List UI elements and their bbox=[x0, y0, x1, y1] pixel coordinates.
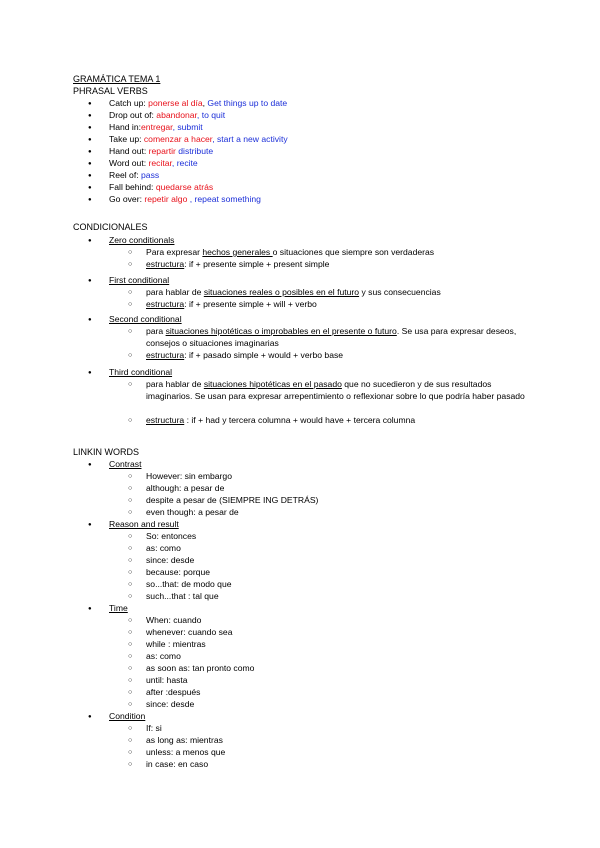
list-item: as: como bbox=[146, 651, 181, 661]
structure-label: estructura bbox=[146, 350, 185, 360]
circle-bullet-icon bbox=[128, 626, 132, 639]
usage-highlight: situaciones hipotéticas o improbables en el presente o futuro bbox=[165, 326, 397, 336]
english-meaning: repeat something bbox=[194, 194, 261, 204]
bullet-icon bbox=[88, 458, 92, 471]
phrasal-verb: Drop out of: bbox=[109, 110, 157, 120]
list-item: after :después bbox=[146, 687, 201, 697]
bullet-icon bbox=[88, 181, 92, 194]
contrast-section bbox=[0, 458, 600, 518]
list-item: whenever: cuando sea bbox=[146, 627, 233, 637]
bullet-icon bbox=[88, 234, 92, 247]
circle-bullet-icon bbox=[128, 414, 132, 427]
list-item bbox=[0, 121, 600, 133]
circle-bullet-icon bbox=[128, 506, 132, 519]
circle-bullet-icon bbox=[128, 614, 132, 627]
separator: , bbox=[212, 134, 217, 144]
list-item bbox=[0, 133, 600, 145]
english-meaning: distribute bbox=[178, 146, 214, 156]
list-item: although: a pesar de bbox=[146, 483, 225, 493]
separator: , bbox=[172, 122, 178, 132]
usage-highlight: situaciones reales o posibles en el futuro bbox=[203, 287, 360, 297]
list-item: so...that: de modo que bbox=[146, 579, 232, 589]
list-item bbox=[0, 109, 600, 121]
usage-text: para hablar de bbox=[146, 379, 204, 389]
list-item bbox=[0, 181, 600, 193]
circle-bullet-icon bbox=[128, 325, 132, 338]
list-item: since: desde bbox=[146, 555, 195, 565]
list-item: despite a pesar de (SIEMPRE ING DETRÁS) bbox=[146, 495, 319, 505]
list-item bbox=[0, 97, 600, 109]
linking-words-heading: LINKIN WORDS bbox=[73, 447, 140, 457]
reason-result-section bbox=[0, 518, 600, 602]
structure-text: : if + presente simple + will + verbo bbox=[184, 299, 317, 309]
spanish-meaning: abandonar bbox=[156, 110, 197, 120]
circle-bullet-icon bbox=[128, 258, 132, 271]
phrasal-verb: Word out: bbox=[109, 158, 149, 168]
usage-text: para bbox=[146, 326, 166, 336]
zero-conditional-title: Zero conditionals bbox=[109, 235, 175, 245]
circle-bullet-icon bbox=[128, 286, 132, 299]
third-conditional-title: Third conditional bbox=[109, 367, 173, 377]
circle-bullet-icon bbox=[128, 470, 132, 483]
spanish-meaning: repartir bbox=[148, 146, 176, 156]
second-conditional-title: Second conditional bbox=[109, 314, 182, 324]
list-item: even though: a pesar de bbox=[146, 507, 239, 517]
circle-bullet-icon bbox=[128, 246, 132, 259]
circle-bullet-icon bbox=[128, 686, 132, 699]
separator: , bbox=[202, 98, 208, 108]
bullet-icon bbox=[88, 145, 92, 158]
circle-bullet-icon bbox=[128, 542, 132, 555]
usage-highlight: situaciones hipotéticas en el pasado bbox=[203, 379, 342, 389]
phrasal-verb: Fall behind: bbox=[109, 182, 156, 192]
first-conditional-section bbox=[0, 274, 600, 310]
conditionals-heading: CONDICIONALES bbox=[73, 222, 148, 232]
circle-bullet-icon bbox=[128, 746, 132, 759]
bullet-icon bbox=[88, 121, 92, 134]
usage-text: y sus consecuencias bbox=[359, 287, 441, 297]
circle-bullet-icon bbox=[128, 494, 132, 507]
spanish-meaning: comenzar a hacer bbox=[143, 134, 213, 144]
bullet-icon bbox=[88, 313, 92, 326]
usage-text: Para expresar bbox=[146, 247, 203, 257]
first-conditional-title: First conditional bbox=[109, 275, 170, 285]
spanish-meaning: entregar bbox=[141, 122, 173, 132]
time-title: Time bbox=[109, 603, 128, 613]
third-conditional-section bbox=[0, 366, 600, 426]
circle-bullet-icon bbox=[128, 638, 132, 651]
structure-label: estructura bbox=[146, 415, 185, 425]
list-item: unless: a menos que bbox=[146, 747, 226, 757]
circle-bullet-icon bbox=[128, 650, 132, 663]
list-item: When: cuando bbox=[146, 615, 202, 625]
reason-result-title: Reason and result bbox=[109, 519, 179, 529]
circle-bullet-icon bbox=[128, 674, 132, 687]
phrasal-verbs-heading: PHRASAL VERBS bbox=[73, 86, 148, 96]
separator: , bbox=[187, 194, 195, 204]
condition-title: Condition bbox=[109, 711, 146, 721]
page-title: GRAMÁTICA TEMA 1 bbox=[73, 74, 161, 84]
phrasal-verb: Take up: bbox=[109, 134, 144, 144]
bullet-icon bbox=[88, 274, 92, 287]
english-meaning: Get things up to date bbox=[207, 98, 288, 108]
list-item bbox=[0, 193, 600, 205]
circle-bullet-icon bbox=[128, 554, 132, 567]
spanish-meaning: recitar bbox=[148, 158, 172, 168]
circle-bullet-icon bbox=[128, 298, 132, 311]
list-item: However: sin embargo bbox=[146, 471, 232, 481]
condition-section bbox=[0, 710, 600, 770]
english-meaning: recite bbox=[176, 158, 198, 168]
usage-text: que no sucedieron y de sus resultados imaginarios. Se usan para expresar arrepentimiento o reflexionar sobre lo que podría haber pasado bbox=[146, 379, 525, 401]
list-item: while : mientras bbox=[146, 639, 206, 649]
list-item: as long as: mientras bbox=[146, 735, 223, 745]
bullet-icon bbox=[88, 366, 92, 379]
list-item: So: entonces bbox=[146, 531, 197, 541]
list-item: because: porque bbox=[146, 567, 211, 577]
bullet-icon bbox=[88, 133, 92, 146]
list-item: If: si bbox=[146, 723, 162, 733]
bullet-icon bbox=[88, 97, 92, 110]
bullet-icon bbox=[88, 157, 92, 170]
structure-label: estructura bbox=[146, 299, 185, 309]
zero-conditional-section bbox=[0, 234, 600, 270]
bullet-icon bbox=[88, 518, 92, 531]
usage-text: para hablar de bbox=[146, 287, 204, 297]
usage-text: o situaciones que siempre son verdaderas bbox=[272, 247, 435, 257]
list-item: as: como bbox=[146, 543, 181, 553]
english-meaning: submit bbox=[177, 122, 203, 132]
circle-bullet-icon bbox=[128, 530, 132, 543]
circle-bullet-icon bbox=[128, 578, 132, 591]
contrast-title: Contrast bbox=[109, 459, 142, 469]
bullet-icon bbox=[88, 710, 92, 723]
bullet-icon bbox=[88, 109, 92, 122]
english-meaning: to quit bbox=[201, 110, 226, 120]
phrasal-verb: Hand out: bbox=[109, 146, 149, 156]
spanish-meaning: quedarse atrás bbox=[155, 182, 214, 192]
usage-text: . Se usa para expresar deseos, consejos o situaciones imaginarias bbox=[146, 326, 517, 348]
structure-label: estructura bbox=[146, 259, 185, 269]
circle-bullet-icon bbox=[128, 698, 132, 711]
circle-bullet-icon bbox=[128, 482, 132, 495]
time-section bbox=[0, 602, 600, 710]
circle-bullet-icon bbox=[128, 662, 132, 675]
bullet-icon bbox=[88, 193, 92, 206]
circle-bullet-icon bbox=[128, 734, 132, 747]
list-item: such...that : tal que bbox=[146, 591, 219, 601]
phrasal-verb: Catch up: bbox=[109, 98, 149, 108]
bullet-icon bbox=[88, 602, 92, 615]
structure-text: : if + had y tercera columna + would have + tercera columna bbox=[184, 415, 416, 425]
english-meaning: start a new activity bbox=[216, 134, 288, 144]
list-item bbox=[0, 145, 600, 157]
circle-bullet-icon bbox=[128, 349, 132, 362]
separator: , bbox=[196, 110, 202, 120]
usage-highlight: hechos generales bbox=[202, 247, 273, 257]
list-item: as soon as: tan pronto como bbox=[146, 663, 255, 673]
english-meaning: pass bbox=[141, 170, 160, 180]
circle-bullet-icon bbox=[128, 758, 132, 771]
circle-bullet-icon bbox=[128, 590, 132, 603]
circle-bullet-icon bbox=[128, 722, 132, 735]
phrasal-verb: Hand in: bbox=[109, 122, 142, 132]
structure-text: : if + pasado simple + would + verbo base bbox=[184, 350, 344, 360]
spanish-meaning: ponerse al día bbox=[148, 98, 203, 108]
list-item bbox=[0, 157, 600, 169]
second-conditional-section bbox=[0, 313, 600, 361]
bullet-icon bbox=[88, 169, 92, 182]
list-item bbox=[0, 169, 600, 181]
list-item: since: desde bbox=[146, 699, 195, 709]
spanish-meaning: repetir algo bbox=[144, 194, 188, 204]
separator: , bbox=[171, 158, 177, 168]
list-item: until: hasta bbox=[146, 675, 188, 685]
structure-text: : if + presente simple + present simple bbox=[184, 259, 330, 269]
circle-bullet-icon bbox=[128, 378, 132, 391]
circle-bullet-icon bbox=[128, 566, 132, 579]
list-item: in case: en caso bbox=[146, 759, 209, 769]
phrasal-verbs-list bbox=[0, 97, 600, 205]
phrasal-verb: Go over: bbox=[109, 194, 145, 204]
phrasal-verb: Reel of: bbox=[109, 170, 142, 180]
